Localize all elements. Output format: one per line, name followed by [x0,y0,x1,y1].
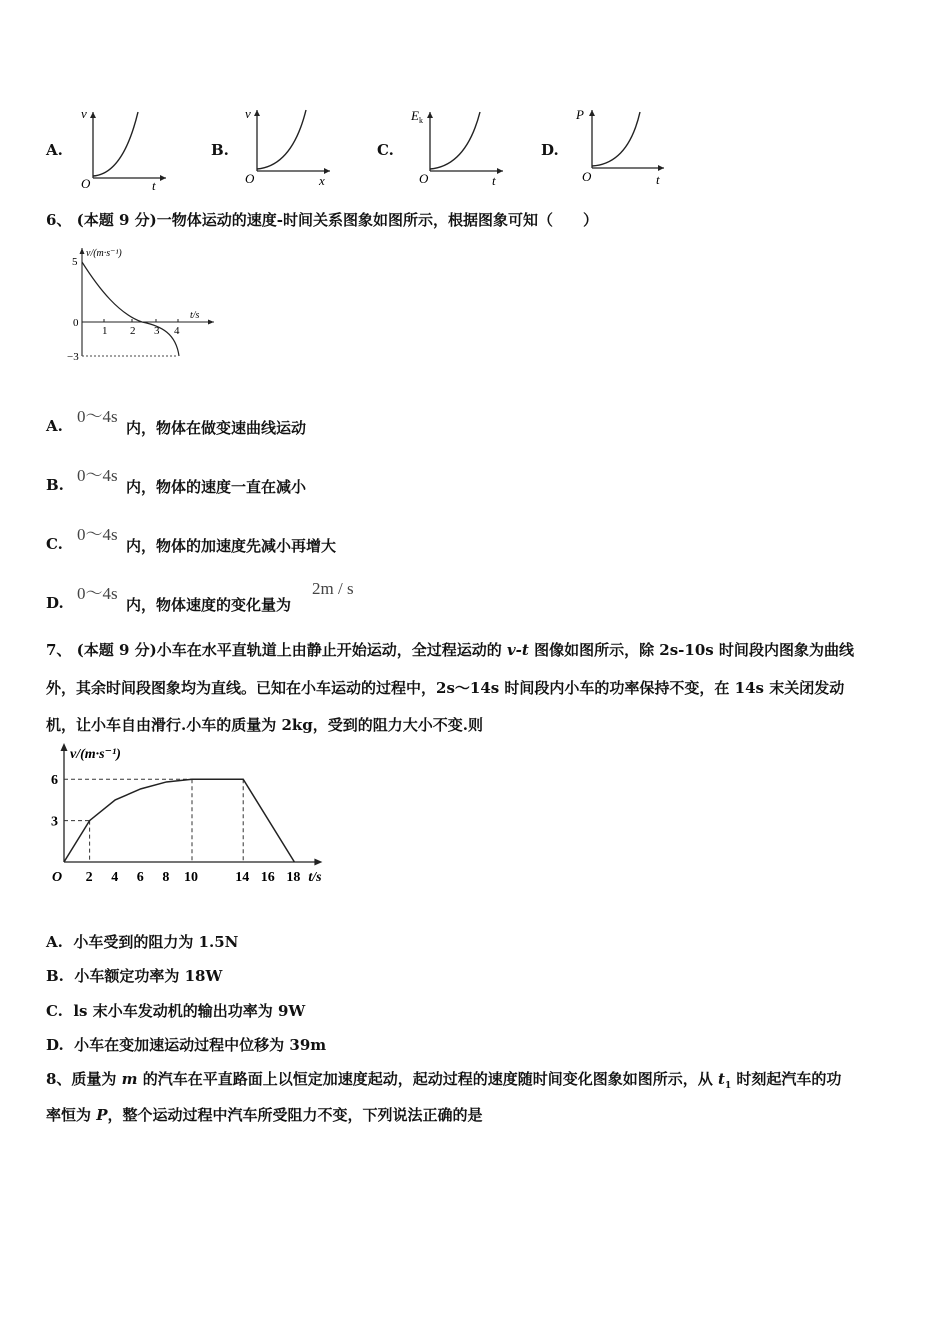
q7-x-arrow [314,859,322,866]
q7-velocity-series [64,779,294,862]
q6-x-label: t/s [190,310,200,321]
q5-a-y-axis-label: v [81,108,87,121]
q5-option-c-label: C. [377,141,394,159]
q6-b-text: 内，物体的速度一直在减小 [126,478,307,496]
q6-y-label: v/(m·s⁻¹) [86,248,122,259]
q5-option-b-graph [242,106,337,191]
q6-y-tick-neg3: −3 [67,351,79,363]
q6-a-text: 内，物体在做变速曲线运动 [126,419,307,437]
q7-y-tick-6: 6 [51,773,58,789]
q6-d-text: 内，物体速度的变化量为 [126,596,292,614]
q7-vt-chart [46,742,346,892]
q7-x-tick-14: 14 [235,870,250,885]
q7-stem-line-1: 7、 (本题 9 分)小车在水平直轨道上由静止开始运动，全过程运动的 v-t 图像如图所示，除 2s-10s 时间段内图象为曲线 [46,641,854,659]
q5-option-b-label: B. [211,141,229,159]
q5-c-x-axis-label: t [492,173,496,188]
q7-x-tick-8: 8 [162,870,170,885]
q6-stem: 6、 (本题 9 分)一物体运动的速度-时间关系图象如图所示，根据图象可知（ ） [46,211,598,229]
q6-d-math: 0～4s [77,584,118,603]
q7-option-d: D. 小车在变加速运动过程中位移为 39m [46,1036,327,1054]
q6-c-text: 内，物体的加速度先减小再增大 [126,537,337,555]
q5-d-origin: O [582,169,592,184]
q5-option-a-label: A. [46,141,63,159]
q6-y-tick-0: 0 [73,317,79,329]
q7-x-axis-label: t/s [308,870,322,885]
q5-c-origin: O [419,171,429,186]
q6-a-math: 0～4s [77,407,118,426]
q5-a-origin: O [81,176,91,191]
q6-x-tick-2: 2 [130,325,136,337]
q6-x-tick-1: 1 [102,325,108,337]
q7-y-axis-label: v/(m·s⁻¹) [70,747,121,762]
q6-b-math: 0～4s [77,466,118,485]
q5-d-x-axis-label: t [656,172,660,187]
q6-x-tick-4: 4 [174,325,180,337]
q7-y-tick-3: 3 [51,814,58,830]
q7-x-tick-10: 10 [184,870,198,885]
q5-option-d-graph [572,106,672,191]
q7-y-arrow [61,743,68,751]
q5-b-x-axis-label: x [319,173,325,188]
q7-stem-line-2: 外，其余时间段图象均为直线。已知在小车运动的过程中，2s～14s 时间段内小车的功率保持不变，在 14s 末关闭发动 [46,679,845,697]
q7-option-c: C. ls 末小车发动机的输出功率为 9W [46,1002,306,1020]
q5-d-y-axis-label: P [576,107,584,122]
q6-c-math: 0～4s [77,525,118,544]
q6-y-tick-5: 5 [72,256,78,268]
q7-x-tick-18: 18 [286,870,301,885]
q7-x-tick-6: 6 [136,870,144,885]
q8-stem-line-1: 8、质量为 m 的汽车在平直路面上以恒定加速度起动，起动过程的速度随时间变化图象如图所示，从 $t_1$ 时刻起汽车的功 [46,1070,842,1091]
q5-a-x-axis-label: t [152,178,156,193]
q8-stem-line-2: 率恒为 P，整个运动过程中汽车所受阻力不变，下列说法正确的是 [46,1106,483,1124]
q5-option-d-label: D. [541,141,559,159]
q7-stem-line-3: 机，让小车自由滑行.小车的质量为 2kg，受到的阻力大小不变.则 [46,716,483,734]
q6-d-tail-math: 2m / s [312,579,354,598]
q7-origin-label: O [52,870,63,885]
q7-x-tick-4: 4 [111,870,119,885]
q5-option-c-graph [408,106,508,191]
q7-option-b: B. 小车额定功率为 18W [46,967,223,985]
q7-x-tick-2: 2 [85,870,93,885]
q5-option-a-graph [78,108,173,193]
q6-vt-graph [64,244,224,369]
q5-c-y-axis-label: $E_k$ [411,108,423,125]
q6-x-tick-3: 3 [154,325,160,337]
q5-b-origin: O [245,171,255,186]
q7-option-a: A. 小车受到的阻力为 1.5N [46,933,239,951]
q7-x-tick-16: 16 [260,870,275,885]
q5-b-y-axis-label: v [245,106,251,121]
